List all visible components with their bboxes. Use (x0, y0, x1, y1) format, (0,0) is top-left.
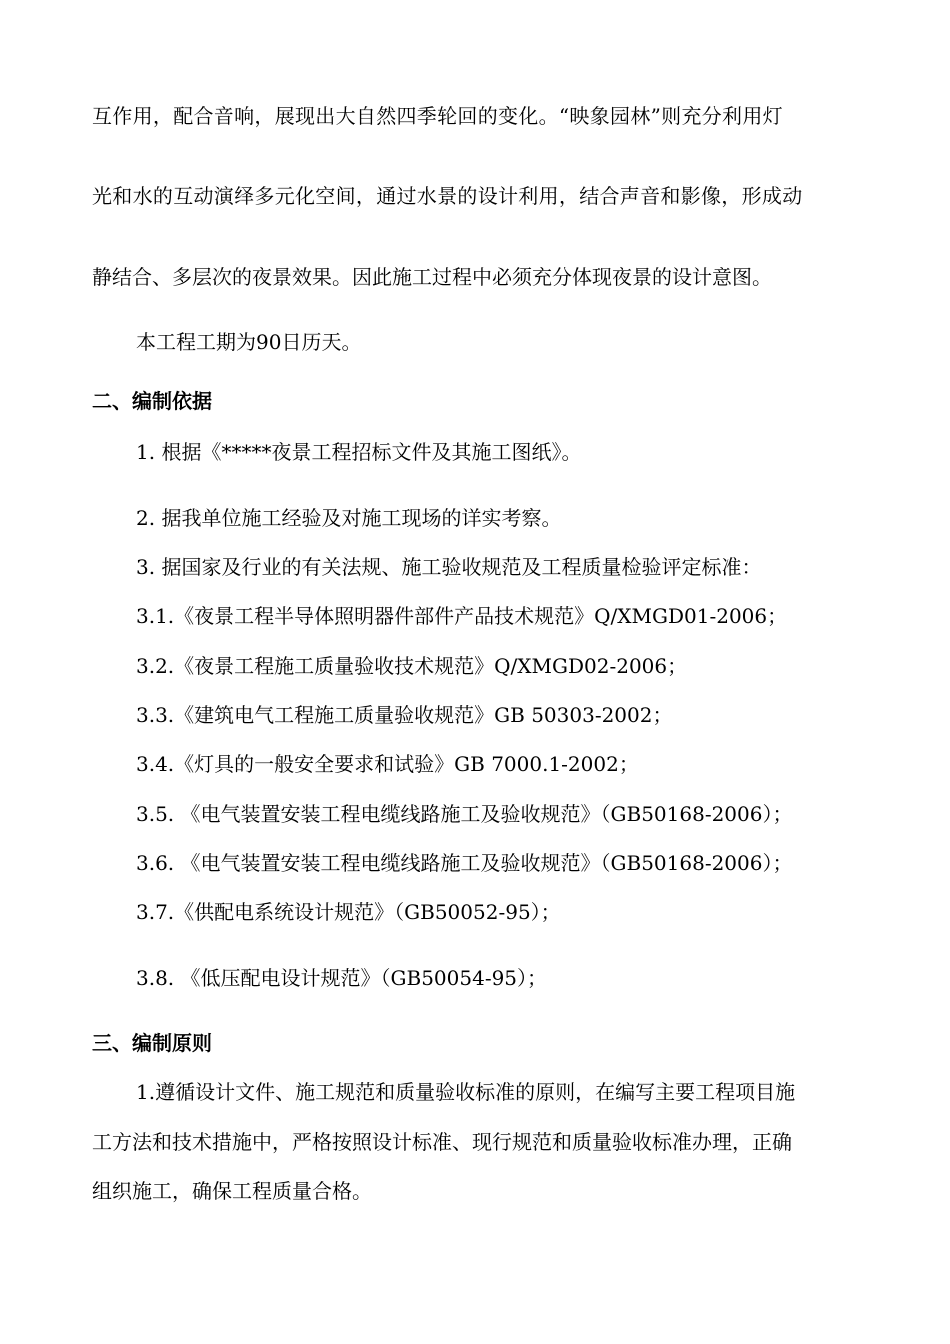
basis-item-3-3: 3.3.《建筑电气工程施工质量验收规范》GB 50303-2002； (136, 703, 673, 727)
basis-item-3-4: 3.4.《灯具的一般安全要求和试验》GB 7000.1-2002； (136, 752, 639, 776)
basis-item-1: 1. 根据《*****夜景工程招标文件及其施工图纸》。 (136, 440, 582, 464)
intro-line-1: 互作用，配合音响，展现出大自然四季轮回的变化。“映象园林”则充分利用灯 (92, 104, 783, 128)
intro-line-2: 光和水的互动演绎多元化空间，通过水景的设计利用，结合声音和影像，形成动 (92, 184, 803, 208)
basis-item-3-2: 3.2.《夜景工程施工质量验收技术规范》Q/XMGD02-2006； (136, 654, 688, 678)
principle-para-line-2: 工方法和技术措施中，严格按照设计标准、现行规范和质量验收标准办理，正确 (92, 1130, 792, 1154)
section-heading-principles: 三、编制原则 (92, 1031, 212, 1055)
basis-item-3-7: 3.7.《供配电系统设计规范》（GB50052-95）； (136, 900, 561, 924)
basis-item-2: 2. 据我单位施工经验及对施工现场的详实考察。 (136, 506, 562, 530)
basis-item-3-6: 3.6. 《电气装置安装工程电缆线路施工及验收规范》（GB50168-2006）； (136, 851, 793, 875)
intro-line-3: 静结合、多层次的夜景效果。因此施工过程中必须充分体现夜景的设计意图。 (92, 265, 772, 289)
section-heading-basis: 二、编制依据 (92, 389, 212, 413)
basis-item-3: 3. 据国家及行业的有关法规、施工验收规范及工程质量检验评定标准： (136, 555, 762, 579)
principle-para-line-3: 组织施工，确保工程质量合格。 (92, 1179, 372, 1203)
project-duration: 本工程工期为90日历天。 (136, 330, 362, 354)
basis-item-3-5: 3.5. 《电气装置安装工程电缆线路施工及验收规范》（GB50168-2006）； (136, 802, 793, 826)
basis-item-3-8: 3.8. 《低压配电设计规范》（GB50054-95）； (136, 966, 548, 990)
basis-item-3-1: 3.1.《夜景工程半导体照明器件部件产品技术规范》Q/XMGD01-2006； (136, 604, 788, 628)
principle-para-line-1: 1.遵循设计文件、施工规范和质量验收标准的原则，在编写主要工程项目施 (136, 1080, 796, 1104)
